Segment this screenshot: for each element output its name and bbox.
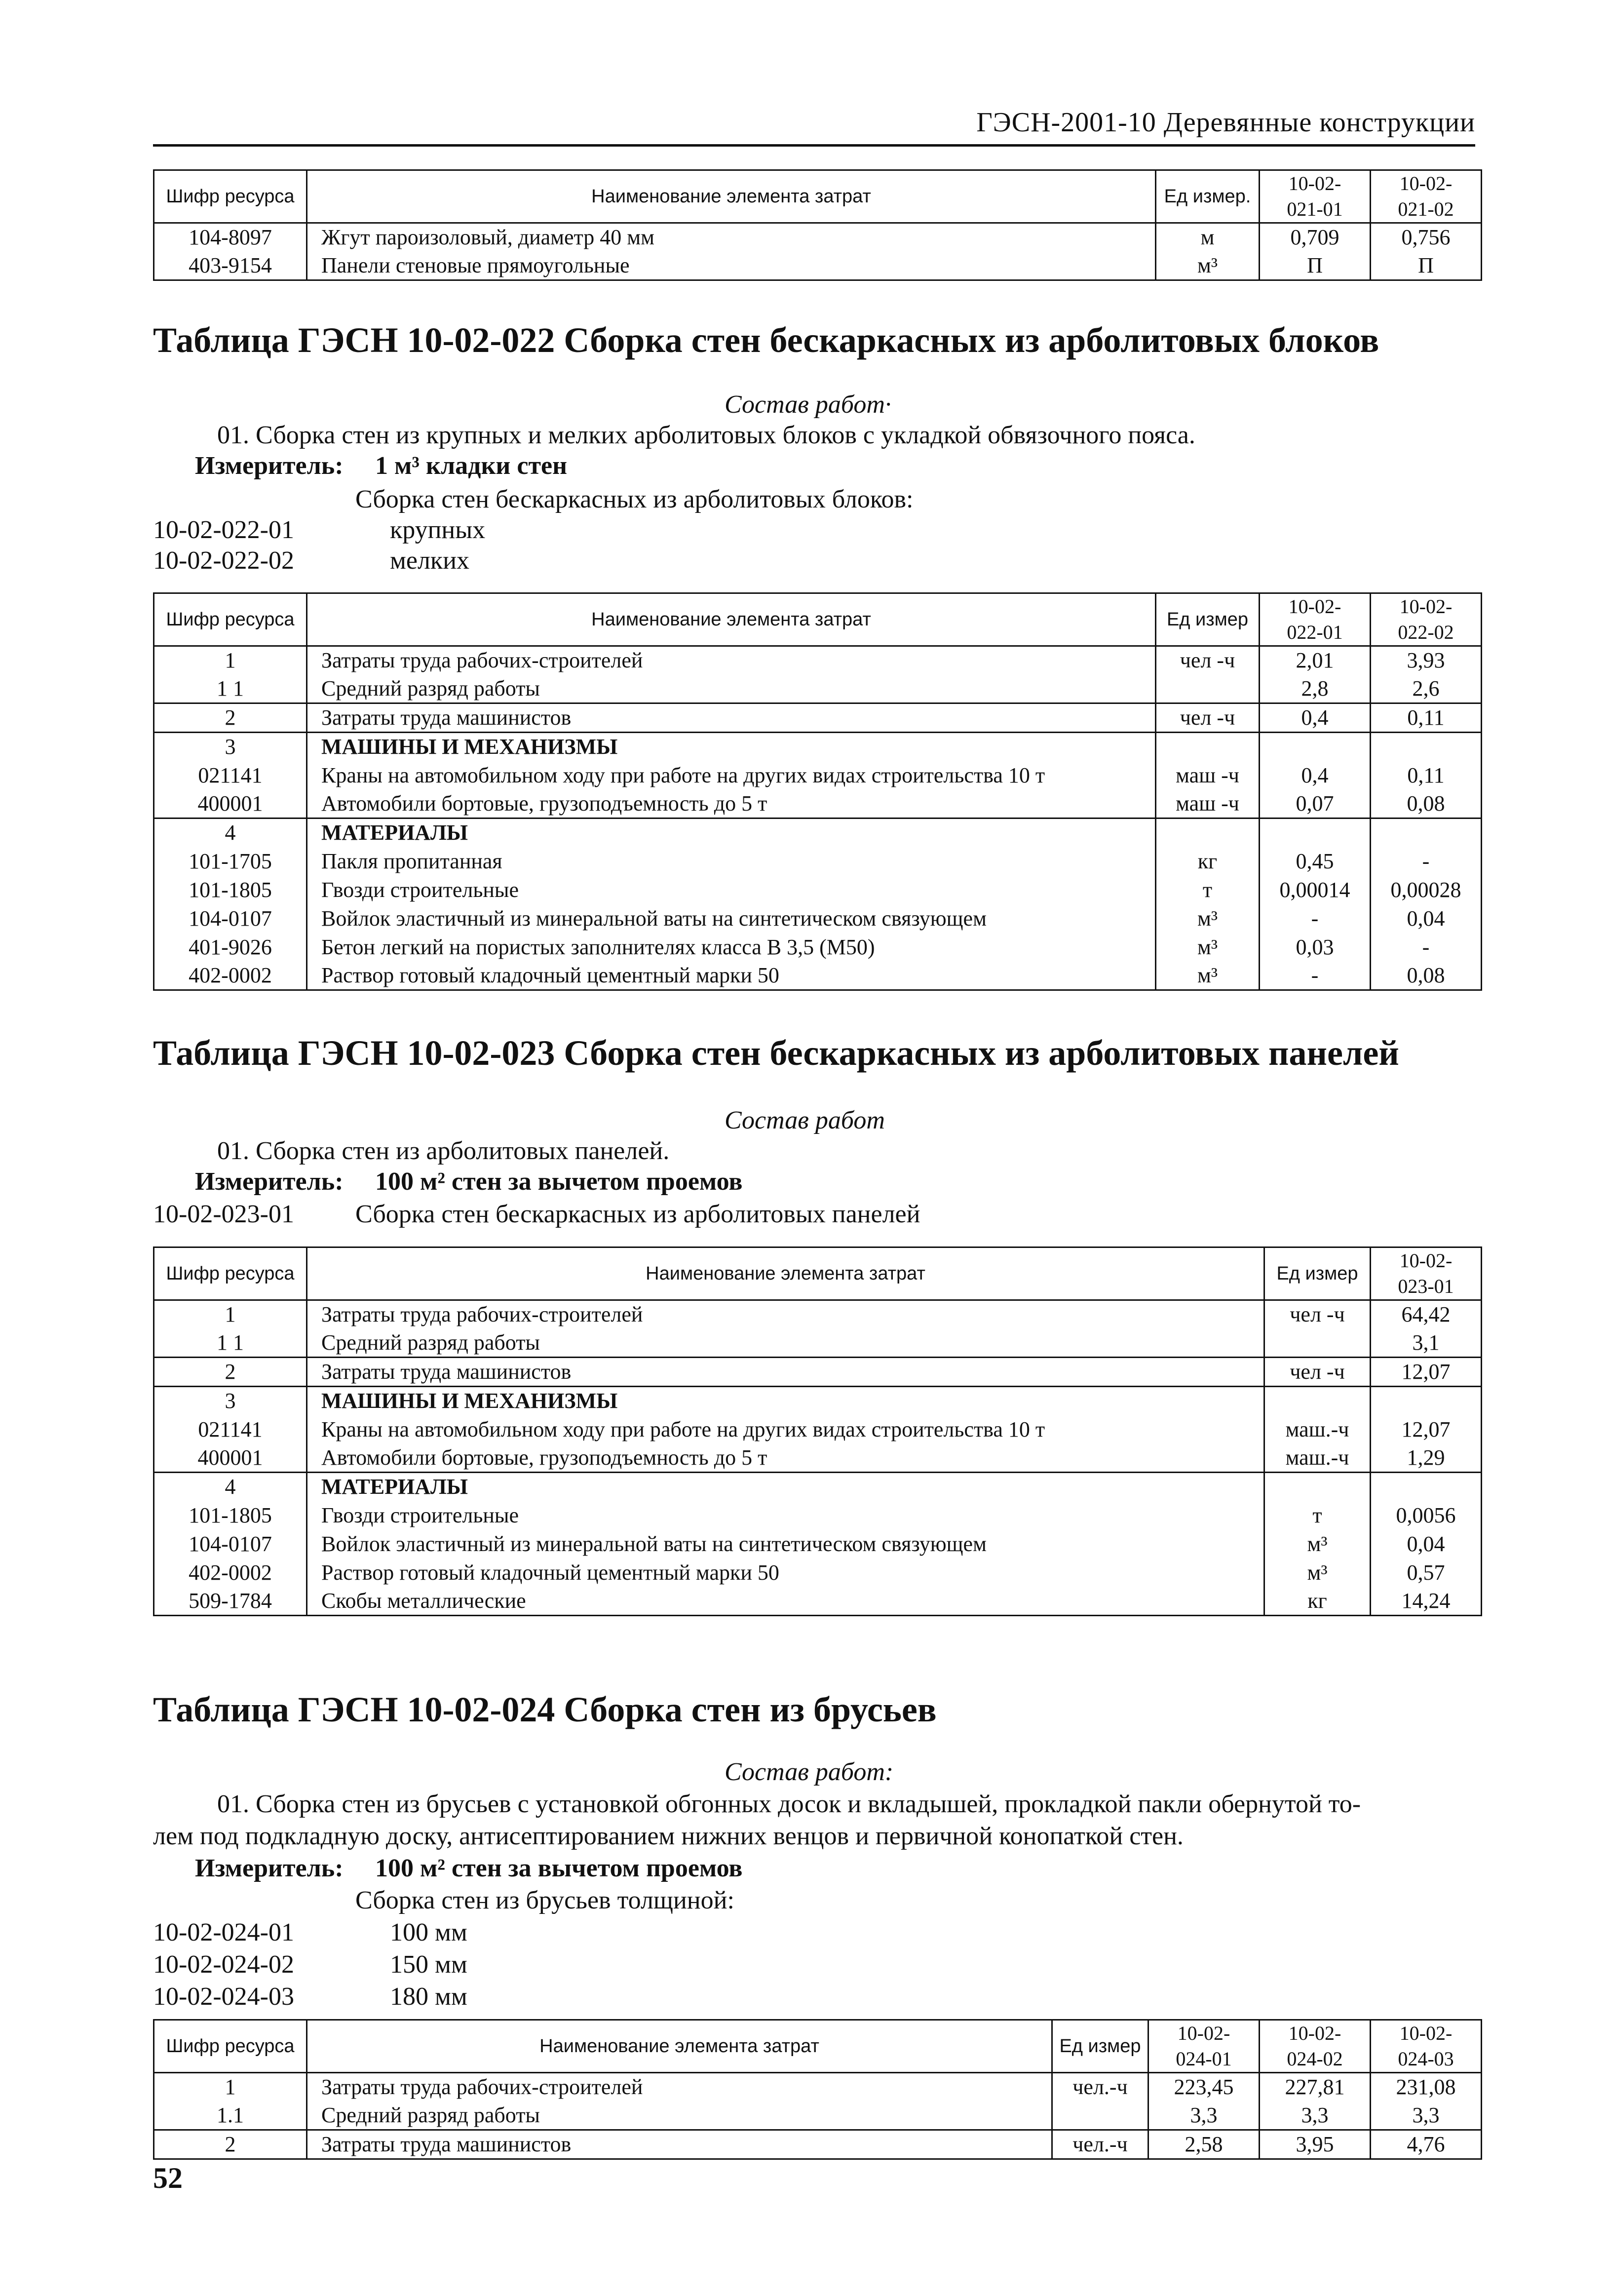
unit-of-measure [1264,1387,1371,1415]
unit-of-measure: м³ [1156,904,1260,933]
cost-element-name: Средний разряд работы [307,675,1156,703]
norm-value: 3,95 [1260,2130,1371,2159]
item-code: 10-02-024-03 [153,1983,294,2011]
section-title: Таблица ГЭСН 10-02-022 Сборка стен бескаркасных из арболитовых блоков [153,320,1379,360]
section-title: Таблица ГЭСН 10-02-024 Сборка стен из брусьев [153,1690,937,1729]
header-name: Наименование элемента затрат [307,2020,1052,2073]
header-code: Шифр ресурса [154,1247,307,1300]
norm-value: 2,01 [1260,646,1371,675]
work-description: 01. Сборка стен из крупных и мелких арболитовых блоков с укладкой обвязочного пояса. [217,421,1195,449]
item-code: 10-02-022-02 [153,546,294,575]
table-row [154,1329,1482,1358]
header-col: 10-02- 024-02 [1260,2020,1371,2073]
resource-code: 021141 [154,761,307,790]
unit-of-measure: м³ [1156,933,1260,962]
unit-of-measure: кг [1264,1587,1371,1616]
unit-of-measure [1264,1473,1371,1501]
table-row [154,790,1482,818]
norm-value [1371,733,1482,761]
resource-code: 3 [154,733,307,761]
unit-of-measure: м³ [1264,1530,1371,1558]
header-col: 10-02- 022-02 [1371,593,1482,646]
unit-of-measure: маш.-ч [1264,1415,1371,1444]
header-code: Шифр ресурса [154,170,307,223]
norm-value: 0,08 [1371,962,1482,990]
resource-code: 101-1705 [154,847,307,876]
table-row [154,1387,1482,1415]
cost-element-name: Бетон легкий на пористых заполнителях класса В 3,5 (М50) [307,933,1156,962]
table-row [154,847,1482,876]
norm-value: 0,709 [1260,223,1371,252]
meter-value: 100 м² стен за вычетом проемов [375,1854,743,1882]
meter-value: 100 м² стен за вычетом проемов [375,1167,743,1196]
resource-code: 401-9026 [154,933,307,962]
resource-code: 400001 [154,790,307,818]
work-heading: Состав работ· [725,390,891,419]
work-description: лем под подкладную доску, антисептированием нижних венцов и первичной конопаткой стен. [153,1822,1184,1850]
norm-value: 231,08 [1371,2073,1482,2101]
unit-of-measure: маш -ч [1156,761,1260,790]
norm-value: П [1371,252,1482,280]
table-row [154,1530,1482,1558]
cost-element-name: Автомобили бортовые, грузоподъемность до 5 т [307,1444,1264,1473]
header-unit: Ед измер [1156,593,1260,646]
unit-of-measure: т [1264,1501,1371,1530]
resource-code: 1 [154,646,307,675]
resource-code: 2 [154,1358,307,1387]
norm-value: 3,3 [1371,2101,1482,2130]
unit-of-measure: чел -ч [1156,646,1260,675]
norm-value: 2,58 [1148,2130,1260,2159]
norm-value: 3,1 [1371,1329,1482,1358]
norm-value: 0,08 [1371,790,1482,818]
norm-value: 0,45 [1260,847,1371,876]
cost-element-name: Затраты труда машинистов [307,1358,1264,1387]
header-name: Наименование элемента затрат [307,170,1156,223]
unit-of-measure: маш -ч [1156,790,1260,818]
norm-value: 0,11 [1371,703,1482,733]
norm-value: 227,81 [1260,2073,1371,2101]
header-col: 10-02- 024-01 [1148,2020,1260,2073]
table-row [154,962,1482,990]
table-row [154,1415,1482,1444]
norm-value: 0,57 [1371,1558,1482,1587]
resource-code: 1 [154,2073,307,2101]
table-row [154,2073,1482,2101]
unit-of-measure [1156,675,1260,703]
resource-code: 4 [154,818,307,847]
norm-value: 223,45 [1148,2073,1260,2101]
header-unit: Ед измер [1264,1247,1371,1300]
item-code: 10-02-022-01 [153,516,294,544]
norm-value: - [1371,847,1482,876]
header-code: Шифр ресурса [154,593,307,646]
resource-code: 4 [154,1473,307,1501]
cost-element-name: Гвозди строительные [307,1501,1264,1530]
header-col: 10-02- 021-02 [1371,170,1482,223]
table-row [154,223,1482,252]
item-text: Сборка стен бескаркасных из арболитовых панелей [355,1200,920,1228]
work-heading: Состав работ [725,1106,885,1134]
running-header: ГЭСН-2001-10 Деревянные конструкции [976,107,1475,138]
unit-of-measure [1052,2101,1148,2130]
unit-of-measure: чел.-ч [1052,2130,1148,2159]
cost-element-name: Затраты труда рабочих-строителей [307,1300,1264,1329]
header-rule [153,144,1475,147]
table-row [154,761,1482,790]
norm-value: 0,756 [1371,223,1482,252]
norm-value: 0,04 [1371,1530,1482,1558]
item-code: 10-02-024-02 [153,1950,294,1979]
header-col: 10-02- 023-01 [1371,1247,1482,1300]
norm-value [1371,1387,1482,1415]
items-subtitle: Сборка стен из брусьев толщиной: [355,1886,734,1914]
cost-element-name: МАТЕРИАЛЫ [307,818,1156,847]
unit-of-measure: чел -ч [1264,1358,1371,1387]
resource-code: 1 1 [154,1329,307,1358]
meter-label: Измеритель: [195,452,344,480]
table-023 [153,1246,1482,1616]
table-row [154,1501,1482,1530]
header-name: Наименование элемента затрат [307,1247,1264,1300]
resource-code: 1 1 [154,675,307,703]
header-unit: Ед измер. [1156,170,1260,223]
norm-value: 0,11 [1371,761,1482,790]
norm-value: 0,4 [1260,703,1371,733]
norm-value: 0,0056 [1371,1501,1482,1530]
resource-code: 2 [154,2130,307,2159]
header-col: 10-02- 022-01 [1260,593,1371,646]
cost-element-name: Раствор готовый кладочный цементный марки 50 [307,1558,1264,1587]
meter-label: Измеритель: [195,1167,344,1196]
work-description: 01. Сборка стен из арболитовых панелей. [217,1137,670,1165]
unit-of-measure: м³ [1264,1558,1371,1587]
norm-value: 0,07 [1260,790,1371,818]
section-title: Таблица ГЭСН 10-02-023 Сборка стен бескаркасных из арболитовых панелей [153,1033,1399,1073]
norm-value: 0,00014 [1260,876,1371,904]
unit-of-measure: т [1156,876,1260,904]
item-text: 150 мм [390,1950,467,1979]
norm-value: 64,42 [1371,1300,1482,1329]
unit-of-measure: чел -ч [1264,1300,1371,1329]
table-row [154,675,1482,703]
table-row [154,2130,1482,2159]
resource-code: 403-9154 [154,252,307,280]
table-row [154,1558,1482,1587]
norm-value: 3,93 [1371,646,1482,675]
cost-element-name: МАШИНЫ И МЕХАНИЗМЫ [307,1387,1264,1415]
cost-element-name: Раствор готовый кладочный цементный марки 50 [307,962,1156,990]
norm-value: 2,6 [1371,675,1482,703]
resource-code: 104-0107 [154,904,307,933]
unit-of-measure: кг [1156,847,1260,876]
item-text: крупных [390,516,486,544]
norm-value: П [1260,252,1371,280]
table-top [153,169,1482,281]
unit-of-measure: м³ [1156,962,1260,990]
unit-of-measure: м³ [1156,252,1260,280]
table-row [154,1300,1482,1329]
norm-value: - [1260,962,1371,990]
table-row [154,904,1482,933]
resource-code: 400001 [154,1444,307,1473]
norm-value: 4,76 [1371,2130,1482,2159]
resource-code: 2 [154,703,307,733]
norm-value: 0,00028 [1371,876,1482,904]
table-row [154,703,1482,733]
cost-element-name: Затраты труда машинистов [307,703,1156,733]
norm-value: - [1371,933,1482,962]
header-code: Шифр ресурса [154,2020,307,2073]
meter-label: Измеритель: [195,1854,344,1882]
resource-code: 104-8097 [154,223,307,252]
unit-of-measure: чел.-ч [1052,2073,1148,2101]
resource-code: 509-1784 [154,1587,307,1616]
table-row [154,1444,1482,1473]
resource-code: 1 [154,1300,307,1329]
header-col: 10-02- 024-03 [1371,2020,1482,2073]
cost-element-name: МАТЕРИАЛЫ [307,1473,1264,1501]
cost-element-name: Гвозди строительные [307,876,1156,904]
cost-element-name: МАШИНЫ И МЕХАНИЗМЫ [307,733,1156,761]
cost-element-name: Краны на автомобильном ходу при работе на других видах строительства 10 т [307,761,1156,790]
item-code: 10-02-024-01 [153,1918,294,1946]
items-subtitle: Сборка стен бескаркасных из арболитовых блоков: [355,485,914,513]
item-text: 100 мм [390,1918,467,1946]
table-row [154,733,1482,761]
cost-element-name: Пакля пропитанная [307,847,1156,876]
resource-code: 402-0002 [154,1558,307,1587]
page-number: 52 [153,2162,183,2194]
unit-of-measure: чел -ч [1156,703,1260,733]
norm-value: 12,07 [1371,1358,1482,1387]
norm-value: 12,07 [1371,1415,1482,1444]
resource-code: 021141 [154,1415,307,1444]
cost-element-name: Жгут пароизоловый, диаметр 40 мм [307,223,1156,252]
norm-value: 2,8 [1260,675,1371,703]
table-row [154,933,1482,962]
table-row [154,1358,1482,1387]
norm-value: 14,24 [1371,1587,1482,1616]
cost-element-name: Затраты труда рабочих-строителей [307,646,1156,675]
item-code: 10-02-023-01 [153,1200,294,1228]
norm-value: 0,04 [1371,904,1482,933]
table-row [154,876,1482,904]
norm-value: 0,4 [1260,761,1371,790]
table-row [154,1587,1482,1616]
work-description: 01. Сборка стен из брусьев с установкой обгонных досок и вкладышей, прокладкой пакли обернутой то- [217,1790,1361,1818]
norm-value [1371,818,1482,847]
unit-of-measure [1264,1329,1371,1358]
resource-code: 101-1805 [154,876,307,904]
work-heading: Состав работ: [725,1758,894,1786]
resource-code: 104-0107 [154,1530,307,1558]
header-unit: Ед измер [1052,2020,1148,2073]
table-row [154,1473,1482,1501]
resource-code: 402-0002 [154,962,307,990]
norm-value: 1,29 [1371,1444,1482,1473]
cost-element-name: Войлок эластичный из минеральной ваты на синтетическом связующем [307,904,1156,933]
unit-of-measure [1156,733,1260,761]
table-024 [153,2019,1482,2160]
unit-of-measure [1156,818,1260,847]
table-022 [153,592,1482,991]
meter-value: 1 м³ кладки стен [375,452,568,480]
resource-code: 3 [154,1387,307,1415]
cost-element-name: Войлок эластичный из минеральной ваты на синтетическом связующем [307,1530,1264,1558]
cost-element-name: Автомобили бортовые, грузоподъемность до 5 т [307,790,1156,818]
cost-element-name: Средний разряд работы [307,1329,1264,1358]
table-row [154,818,1482,847]
norm-value: - [1260,904,1371,933]
item-text: 180 мм [390,1983,467,2011]
cost-element-name: Затраты труда машинистов [307,2130,1052,2159]
table-row [154,252,1482,280]
norm-value [1371,1473,1482,1501]
header-col: 10-02- 021-01 [1260,170,1371,223]
table-row [154,2101,1482,2130]
norm-value: 0,03 [1260,933,1371,962]
cost-element-name: Краны на автомобильном ходу при работе на других видах строительства 10 т [307,1415,1264,1444]
norm-value: 3,3 [1260,2101,1371,2130]
unit-of-measure: маш.-ч [1264,1444,1371,1473]
resource-code: 1.1 [154,2101,307,2130]
table-row [154,646,1482,675]
norm-value [1260,818,1371,847]
cost-element-name: Скобы металлические [307,1587,1264,1616]
norm-value [1260,733,1371,761]
item-text: мелких [390,546,470,575]
cost-element-name: Затраты труда рабочих-строителей [307,2073,1052,2101]
cost-element-name: Панели стеновые прямоугольные [307,252,1156,280]
header-name: Наименование элемента затрат [307,593,1156,646]
norm-value: 3,3 [1148,2101,1260,2130]
cost-element-name: Средний разряд работы [307,2101,1052,2130]
resource-code: 101-1805 [154,1501,307,1530]
unit-of-measure: м [1156,223,1260,252]
